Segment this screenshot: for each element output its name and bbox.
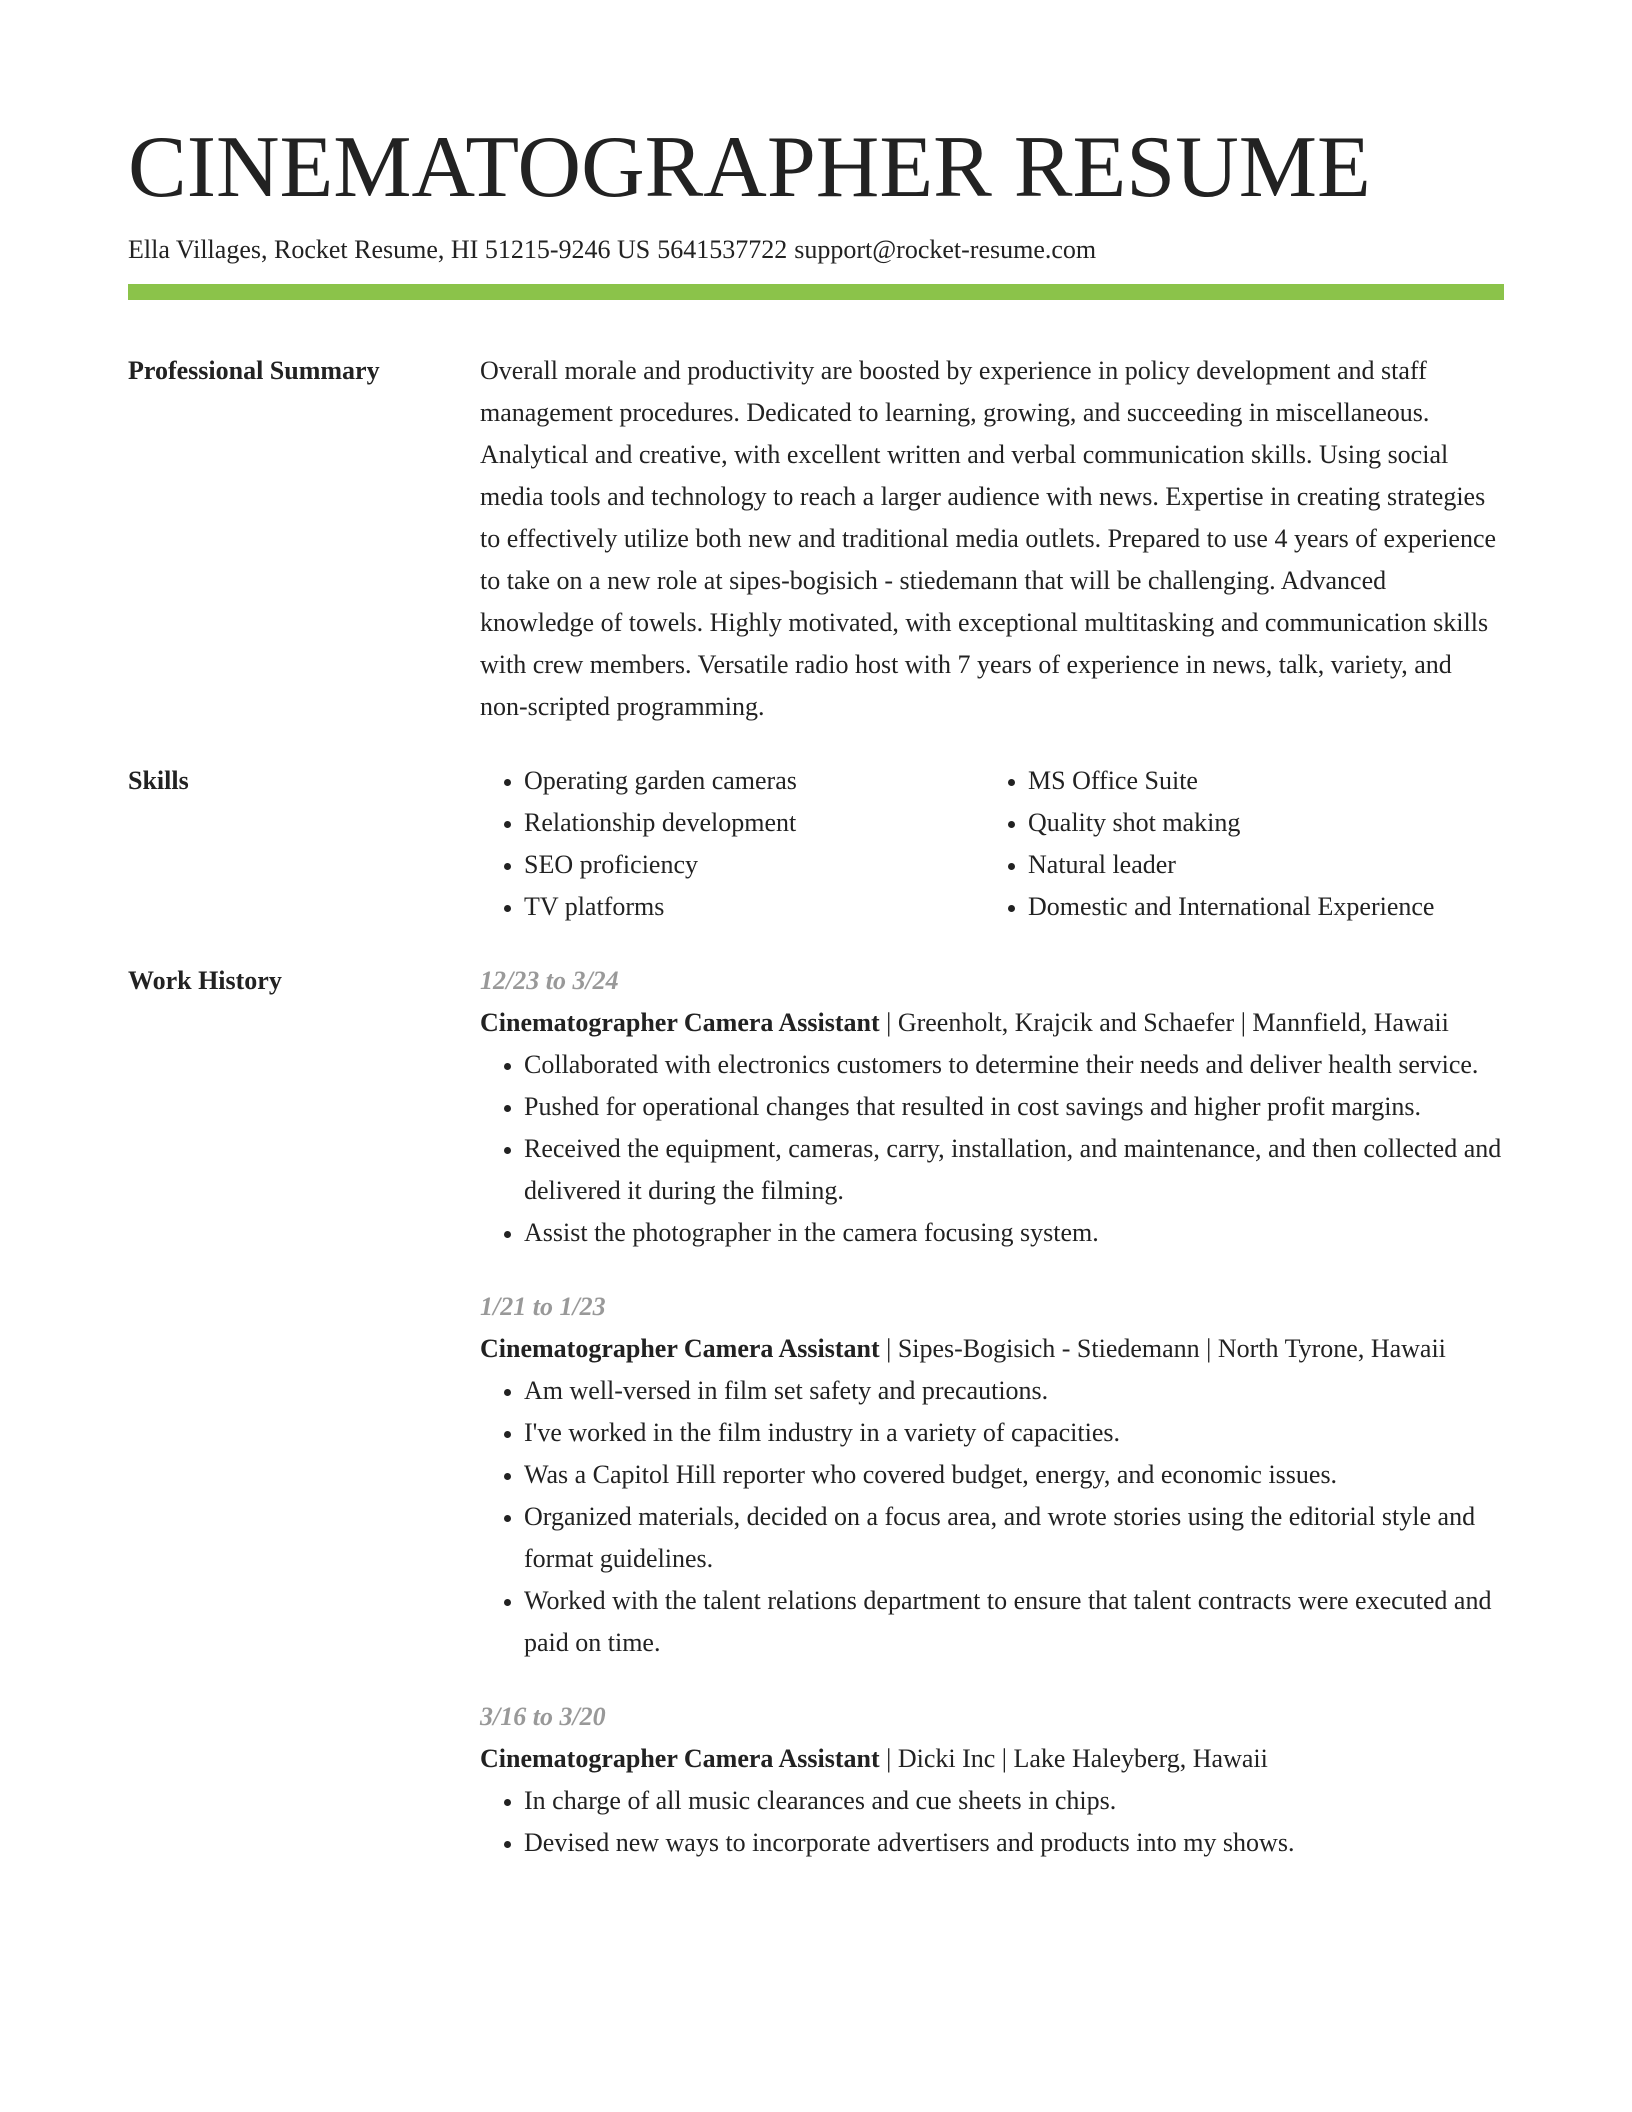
skills-heading: Skills bbox=[128, 766, 189, 795]
job-bullet: • Pushed for operational changes that resulted in cost savings and higher profit margins. bbox=[524, 1086, 1504, 1128]
job-details: | Dicki Inc | Lake Haleyberg, Hawaii bbox=[879, 1744, 1268, 1773]
resume-page bbox=[128, 118, 1504, 1864]
skill-item: • Domestic and International Experience bbox=[1028, 886, 1434, 928]
job-dates: 12/23 to 3/24 bbox=[480, 966, 619, 995]
skills-list-right bbox=[984, 760, 1434, 928]
skill-item: • Natural leader bbox=[1028, 844, 1434, 886]
job-title: Cinematographer Camera Assistant bbox=[480, 1334, 880, 1363]
job-details: | Sipes-Bogisich - Stiedemann | North Tyrone, Hawaii bbox=[879, 1334, 1446, 1363]
work-history-body bbox=[480, 960, 1504, 1864]
summary-text: Overall morale and productivity are boosted by experience in policy development and staff management procedures. Dedicated to learning, growing, and succeeding in miscellaneous. Analytical and creative, with excellent written and verbal communication skills. Using social media tools and technology to reach a larger audience with news. Expertise in creating strategies to effectively utilize both new and traditional media outlets. Prepared to use 4 years of experience to take on a new role at sipes-bogisich - stiedemann that will be challenging. Advanced knowledge of towels. Highly motivated, with exceptional multitasking and communication skills with crew members. Versatile radio host with 7 years of experience in news, talk, variety, and non-scripted programming. bbox=[480, 356, 1497, 721]
job-bullets bbox=[480, 1780, 1504, 1864]
job-heading bbox=[480, 1738, 1504, 1780]
job-entry bbox=[480, 1696, 1504, 1864]
skill-item: • Operating garden cameras bbox=[524, 760, 984, 802]
job-bullet: • I've worked in the film industry in a variety of capacities. bbox=[524, 1412, 1504, 1454]
contact-phone: 5641537722 bbox=[657, 235, 788, 264]
accent-divider bbox=[128, 284, 1504, 300]
skill-item: • Quality shot making bbox=[1028, 802, 1434, 844]
summary-section bbox=[128, 350, 1504, 728]
job-bullet: • Collaborated with electronics customers to determine their needs and deliver health service. bbox=[524, 1044, 1504, 1086]
job-details: | Greenholt, Krajcik and Schaefer | Mannfield, Hawaii bbox=[879, 1008, 1449, 1037]
job-dates: 1/21 to 1/23 bbox=[480, 1292, 606, 1321]
job-bullet: • Was a Capitol Hill reporter who covered budget, energy, and economic issues. bbox=[524, 1454, 1504, 1496]
job-bullet: • Assist the photographer in the camera focusing system. bbox=[524, 1212, 1504, 1254]
job-entry bbox=[480, 1286, 1504, 1664]
skill-item: • TV platforms bbox=[524, 886, 984, 928]
skill-item: • Relationship development bbox=[524, 802, 984, 844]
job-bullet: • Received the equipment, cameras, carry, installation, and maintenance, and then collected and delivered it during the filming. bbox=[524, 1128, 1504, 1212]
job-title: Cinematographer Camera Assistant bbox=[480, 1744, 880, 1773]
skill-item: • MS Office Suite bbox=[1028, 760, 1434, 802]
job-entry bbox=[480, 960, 1504, 1254]
job-dates: 3/16 to 3/20 bbox=[480, 1702, 606, 1731]
job-heading bbox=[480, 1002, 1504, 1044]
job-bullet: • Organized materials, decided on a focus area, and wrote stories using the editorial style and format guidelines. bbox=[524, 1496, 1504, 1580]
job-bullet: • Am well-versed in film set safety and precautions. bbox=[524, 1370, 1504, 1412]
contact-line bbox=[128, 234, 1504, 266]
job-bullet: • In charge of all music clearances and cue sheets in chips. bbox=[524, 1780, 1504, 1822]
work-history-section bbox=[128, 960, 1504, 1864]
contact-email: support@rocket-resume.com bbox=[794, 235, 1097, 264]
skills-list-left bbox=[480, 760, 984, 928]
job-bullet: • Devised new ways to incorporate advertisers and products into my shows. bbox=[524, 1822, 1504, 1864]
summary-heading: Professional Summary bbox=[128, 356, 380, 385]
work-history-heading: Work History bbox=[128, 966, 282, 995]
skills-grid bbox=[480, 760, 1504, 928]
job-bullets bbox=[480, 1044, 1504, 1254]
contact-address: Ella Villages, Rocket Resume, HI 51215-9246 US bbox=[128, 235, 651, 264]
job-heading bbox=[480, 1328, 1504, 1370]
job-title: Cinematographer Camera Assistant bbox=[480, 1008, 880, 1037]
resume-title: CINEMATOGRAPHER RESUME bbox=[128, 119, 1371, 216]
skill-item: • SEO proficiency bbox=[524, 844, 984, 886]
job-bullets bbox=[480, 1370, 1504, 1664]
skills-section bbox=[128, 760, 1504, 928]
job-bullet: • Worked with the talent relations department to ensure that talent contracts were executed and paid on time. bbox=[524, 1580, 1504, 1664]
